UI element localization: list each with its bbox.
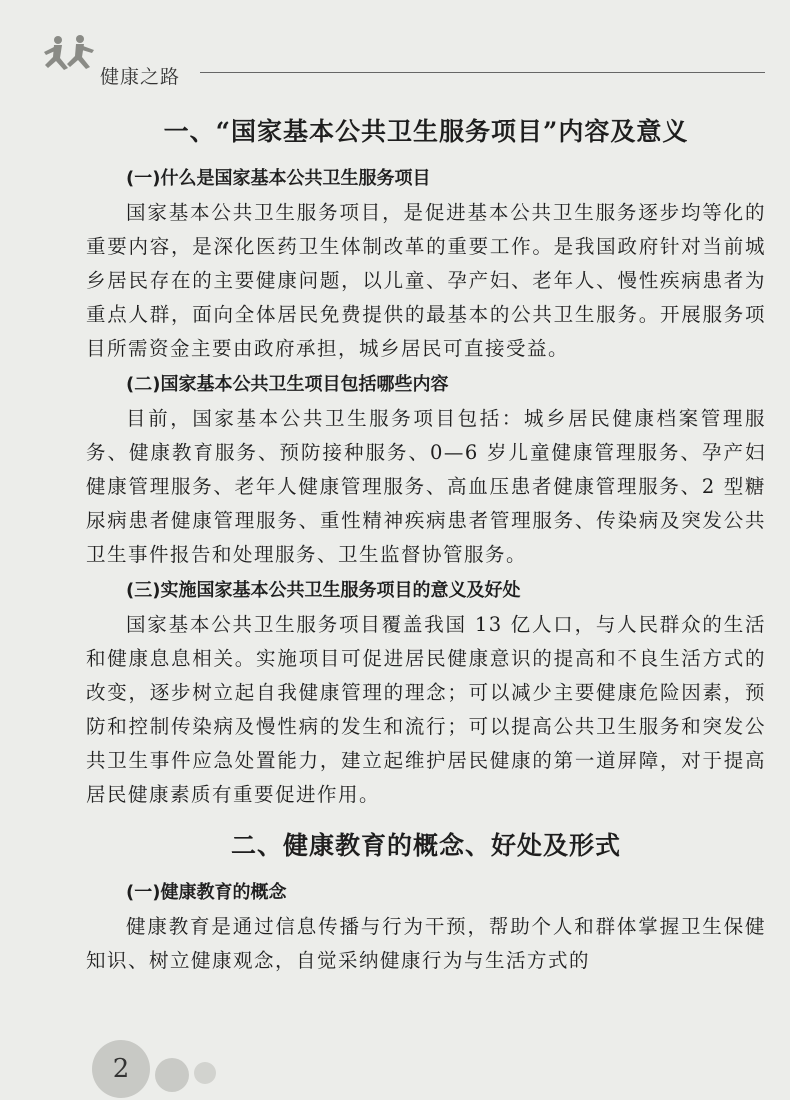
decorative-dot-small	[194, 1062, 216, 1084]
subsection-heading-1-1: (一)什么是国家基本公共卫生服务项目	[126, 168, 431, 189]
paragraph-1-3: 国家基本公共卫生服务项目覆盖我国 13 亿人口，与人民群众的生活和健康息息相关。实施项目可促进居民健康意识的提高和不良生活方式的改变，逐步树立起自我健康管理的理念；可以减少主要健康危险因素，预防和控制传染病及慢性病的发生和流行；可以提高公共卫生服务和突发公共卫生事件应急处置能力，建立起维护居民健康的第一道屏障，对于提高居民健康素质有重要促进作用。	[86, 613, 766, 806]
section-title-1: 一、“国家基本公共卫生服务项目”内容及意义	[163, 117, 689, 146]
paragraph-2-1: 健康教育是通过信息传播与行为干预，帮助个人和群体掌握卫生保健知识、树立健康观念，自觉采纳健康行为与生活方式的	[86, 915, 766, 972]
page-body	[86, 114, 766, 980]
running-header-title: 健康之路	[100, 66, 181, 88]
paragraph-1-1: 国家基本公共卫生服务项目，是促进基本公共卫生服务逐步均等化的重要内容，是深化医药卫生体制改革的重要工作。是我国政府针对当前城乡居民存在的主要健康问题，以儿童、孕产妇、老年人、慢性疾病患者为重点人群，面向全体居民免费提供的最基本的公共卫生服务。开展服务项目所需资金主要由政府承担，城乡居民可直接受益。	[86, 201, 766, 360]
page-header	[0, 0, 790, 110]
subsection-heading-1-3: (三)实施国家基本公共卫生服务项目的意义及好处	[126, 580, 521, 601]
header-divider	[200, 72, 765, 73]
subsection-heading-2-1: (一)健康教育的概念	[126, 882, 287, 903]
paragraph-1-2: 目前，国家基本公共卫生服务项目包括：城乡居民健康档案管理服务、健康教育服务、预防接种服务、0—6 岁儿童健康管理服务、孕产妇健康管理服务、老年人健康管理服务、高血压患者健康管理服务、2 型糖尿病患者健康管理服务、重性精神疾病患者管理服务、传染病及突发公共卫生事件报告和处理服务、卫生监督协管服务。	[86, 407, 766, 566]
subsection-heading-1-2: (二)国家基本公共卫生项目包括哪些内容	[126, 374, 449, 395]
decorative-dot	[155, 1058, 189, 1092]
page-number: 2	[112, 1054, 130, 1084]
section-title-2: 二、健康教育的概念、好处及形式	[230, 831, 621, 860]
running-figures-icon	[40, 34, 100, 80]
